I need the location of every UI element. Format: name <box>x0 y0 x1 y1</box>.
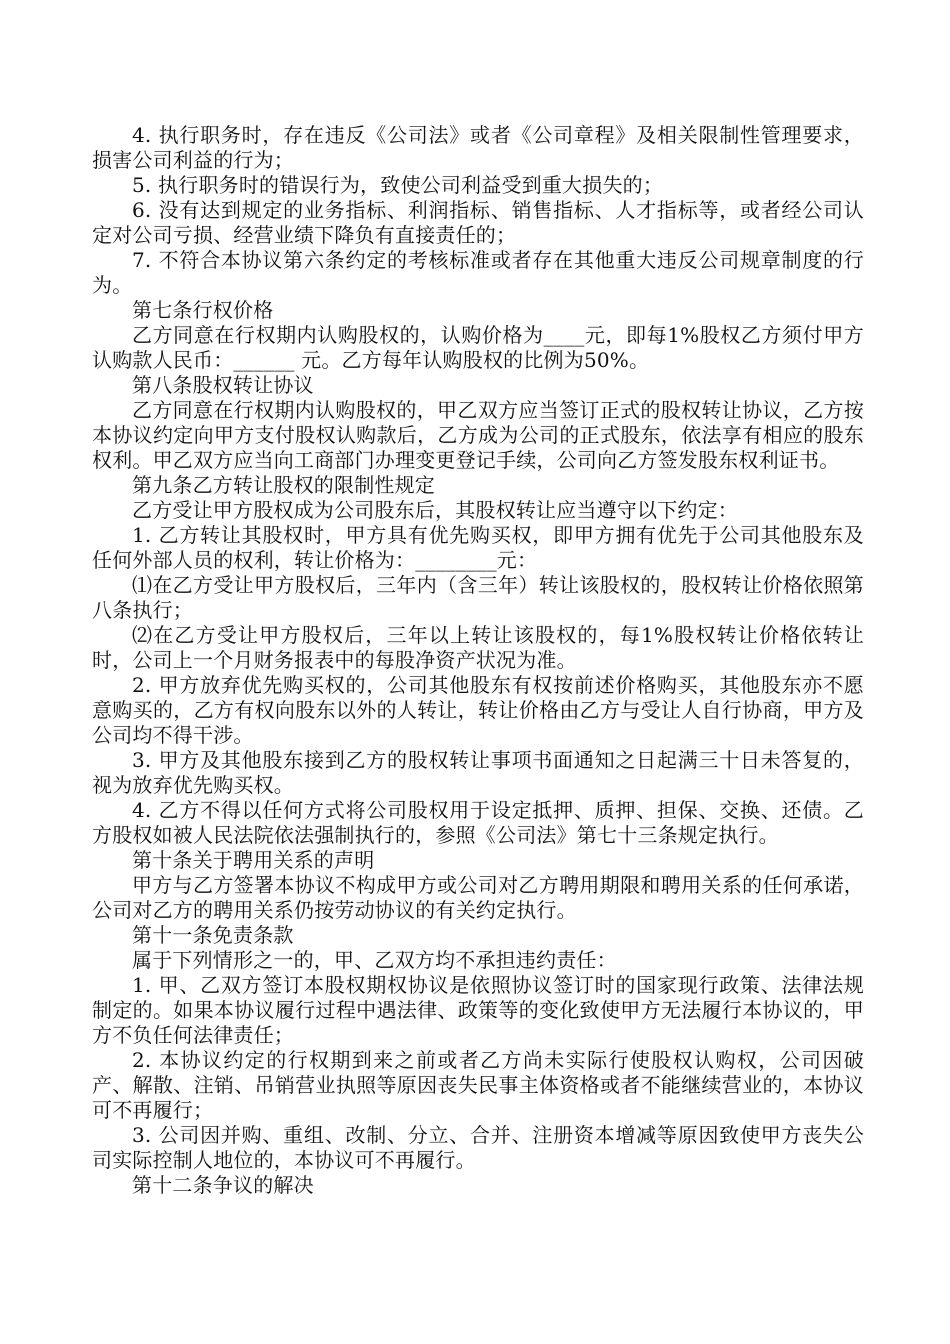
document-body <box>92 123 864 1198</box>
article-heading: 第九条乙方转让股权的限制性规定 <box>132 473 435 497</box>
paragraph: 乙方同意在行权期内认购股权的，认购价格为____元，即每1%股权乙方须付甲方认购款人民币：______ 元。乙方每年认购股权的比例为50%。 <box>92 323 864 372</box>
clause-item: 2. 本协议约定的行权期到来之前或者乙方尚未实际行使股权认购权，公司因破产、解散、注销、吊销营业执照等原因丧失民事主体资格或者不能继续营业的，本协议可不再履行； <box>92 1048 864 1122</box>
article-heading: 第十一条免责条款 <box>132 923 294 947</box>
paragraph: 乙方受让甲方股权成为公司股东后，其股权转让应当遵守以下约定： <box>132 498 738 522</box>
clause-item: 6. 没有达到规定的业务指标、利润指标、销售指标、人才指标等，或者经公司认定对公司亏损、经营业绩下降负有直接责任的； <box>92 198 864 247</box>
clause-item: 1. 甲、乙双方签订本股权期权协议是依照协议签订时的国家现行政策、法律法规制定的。如果本协议履行过程中遇法律、政策等的变化致使甲方无法履行本协议的，甲方不负任何法律责任； <box>92 973 864 1047</box>
sub-clause-item: ⑵在乙方受让甲方股权后，三年以上转让该股权的，每1%股权转让价格依转让时，公司上一个月财务报表中的每股净资产状况为准。 <box>92 623 864 672</box>
clause-item: 4. 执行职务时，存在违反《公司法》或者《公司章程》及相关限制性管理要求，损害公司利益的行为； <box>92 123 864 172</box>
clause-item: 3. 甲方及其他股东接到乙方的股权转让事项书面通知之日起满三十日未答复的，视为放弃优先购买权。 <box>92 748 864 797</box>
clause-item: 7. 不符合本协议第六条约定的考核标准或者存在其他重大违反公司规章制度的行为。 <box>92 248 864 297</box>
article-heading: 第十二条争议的解决 <box>132 1173 314 1197</box>
clause-item: 2. 甲方放弃优先购买权的，公司其他股东有权按前述价格购买，其他股东亦不愿意购买的，乙方有权向股东以外的人转让，转让价格由乙方与受让人自行协商，甲方及公司均不得干涉。 <box>92 673 864 747</box>
clause-item: 1. 乙方转让其股权时，甲方具有优先购买权，即甲方拥有优先于公司其他股东及任何外部人员的权利，转让价格为：________元： <box>92 523 864 572</box>
clause-item: 5. 执行职务时的错误行为，致使公司利益受到重大损失的； <box>132 173 664 197</box>
sub-clause-item: ⑴在乙方受让甲方股权后，三年内（含三年）转让该股权的，股权转让价格依照第八条执行； <box>92 573 864 622</box>
clause-item: 3. 公司因并购、重组、改制、分立、合并、注册资本增减等原因致使甲方丧失公司实际控制人地位的，本协议可不再履行。 <box>92 1123 864 1172</box>
paragraph: 属于下列情形之一的，甲、乙双方均不承担违约责任： <box>132 948 617 972</box>
clause-item: 4. 乙方不得以任何方式将公司股权用于设定抵押、质押、担保、交换、还债。乙方股权如被人民法院依法强制执行的，参照《公司法》第七十三条规定执行。 <box>92 798 864 847</box>
paragraph: 乙方同意在行权期内认购股权的，甲乙双方应当签订正式的股权转让协议，乙方按本协议约定向甲方支付股权认购款后，乙方成为公司的正式股东，依法享有相应的股东权利。甲乙双方应当向工商部门办理变更登记手续，公司向乙方签发股东权利证书。 <box>92 398 864 472</box>
article-heading: 第十条关于聘用关系的声明 <box>132 848 375 872</box>
article-heading: 第八条股权转让协议 <box>132 373 314 397</box>
article-heading: 第七条行权价格 <box>132 298 274 322</box>
paragraph: 甲方与乙方签署本协议不构成甲方或公司对乙方聘用期限和聘用关系的任何承诺，公司对乙方的聘用关系仍按劳动协议的有关约定执行。 <box>92 873 864 922</box>
